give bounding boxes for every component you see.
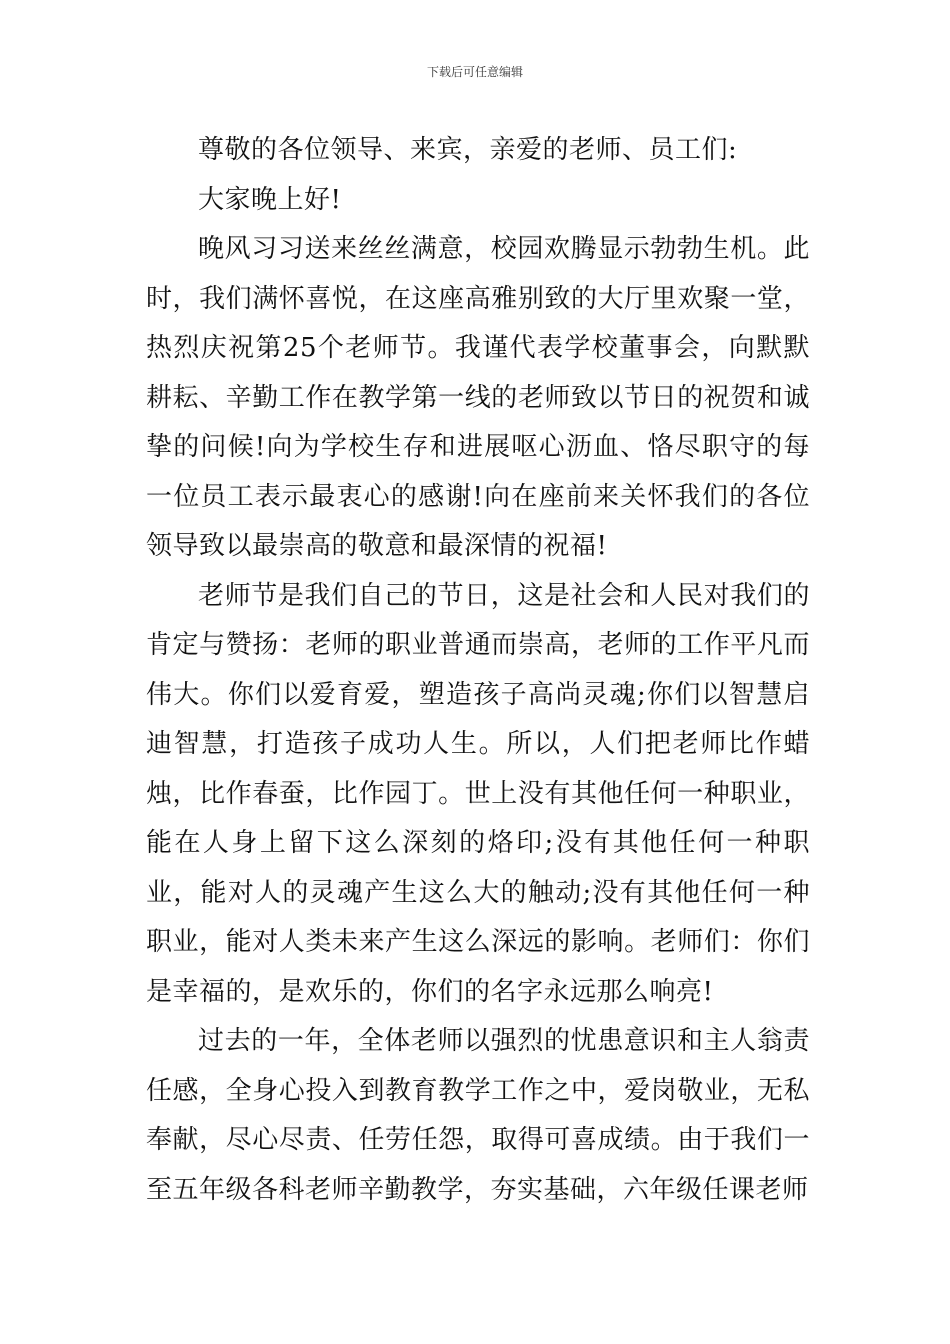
body-paragraph: 晚风习习送来丝丝满意，校园欢腾显示勃勃生机。此时，我们满怀喜悦，在这座高雅别致的大厅里欢聚一堂，热烈庆祝第25个老师节。我谨代表学校董事会，向默默耕耘、辛勤工作在教学第一线的老师致以节日的祝贺和诚挚的问候!向为学校生存和进展呕心沥血、恪尽职守的每一位员工表示最衷心的感谢!向在座前来关怀我们的各位领导致以最崇高的敬意和最深情的祝福! [146, 234, 810, 561]
document-body [146, 126, 810, 1215]
greeting-paragraph: 大家晚上好! [198, 184, 342, 215]
salutation-paragraph: 尊敬的各位领导、来宾，亲爱的老师、员工们: [198, 135, 738, 165]
body-paragraph: 老师节是我们自己的节日，这是社会和人民对我们的肯定与赞扬：老师的职业普通而崇高，老师的工作平凡而伟大。你们以爱育爱，塑造孩子高尚灵魂;你们以智慧启迪智慧，打造孩子成功人生。所以，人们把老师比作蜡烛，比作春蚕，比作园丁。世上没有其他任何一种职业，能在人身上留下这么深刻的烙印;没有其他任何一种职业，能对人的灵魂产生这么大的触动;没有其他任何一种职业，能对人类未来产生这么深远的影响。老师们：你们是幸福的，是欢乐的，你们的名字永远那么响亮! [146, 580, 810, 1007]
header-note: 下载后可任意编辑 [426, 65, 523, 79]
body-paragraph: 过去的一年，全体老师以强烈的忧患意识和主人翁责任感，全身心投入到教育教学工作之中，爱岗敬业，无私奉献，尽心尽责、任劳任怨，取得可喜成绩。由于我们一至五年级各科老师辛勤教学，夯实基础，六年级任课老师 [146, 1026, 810, 1205]
